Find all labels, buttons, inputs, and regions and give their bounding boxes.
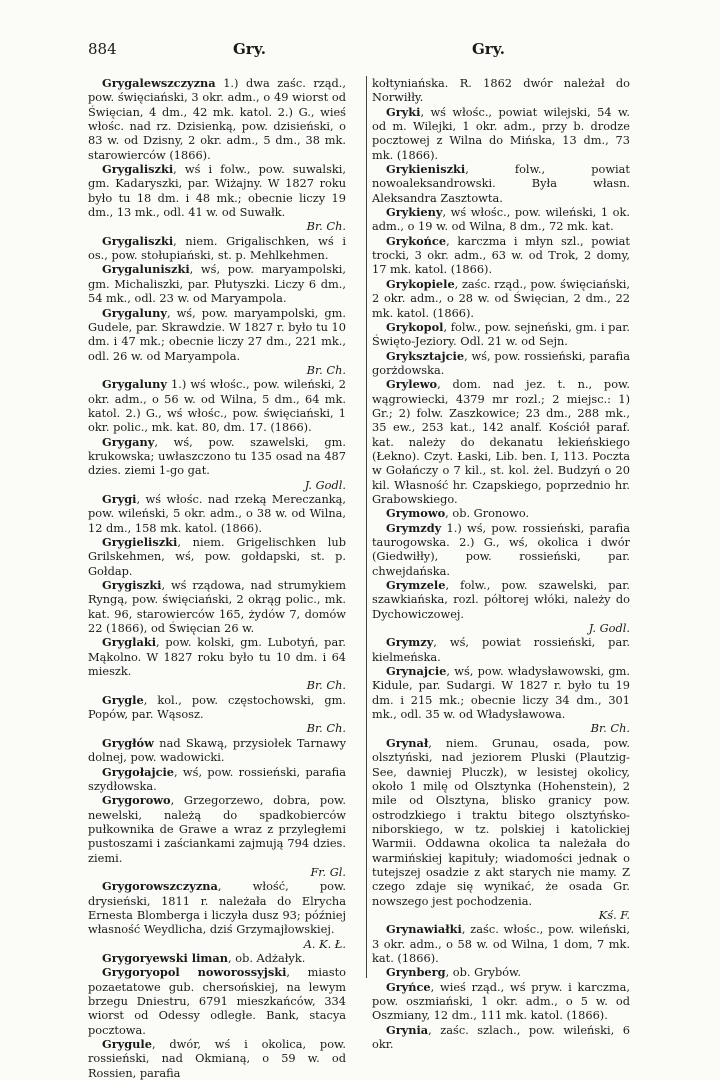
entry-text: , niem. Grigalischken, wś i os., pow. stołupiański, st. p. Mehlkehmen. bbox=[88, 233, 346, 263]
dictionary-entry bbox=[372, 521, 630, 578]
right-column bbox=[372, 76, 630, 1051]
dictionary-entry bbox=[88, 306, 346, 378]
entry-text: , wś rządowa, nad strumykiem Ryngą, pow. święciański, 2 okrąg polic., mk. kat. 96, starowierców 165, żydów 7, domów 22 (1866), od Święcian 26 w. bbox=[88, 578, 346, 636]
entry-headword: Grygorowo bbox=[102, 793, 171, 808]
entry-headword: Grynberg bbox=[386, 965, 446, 980]
entry-text: , folw., pow. sejneński, gm. i par. Święto-Jeziory. Odl. 21 w. od Sejn. bbox=[372, 319, 630, 349]
entry-signature: Fr. Gl. bbox=[310, 864, 346, 879]
entry-text: 1.) dwa zaśc. rząd., pow. święciański, 3 okr. adm., o 49 wiorst od Święcian, 4 dm., 42 mk. katol. 2.) G., wieś włośc. nad rz. Dzisienką, pow. dzisieński, o 83 w. od Dzisny, 2 okr. adm., 5 dm., 38 mk. starowierców (1866). bbox=[88, 76, 346, 162]
dictionary-entry bbox=[372, 965, 630, 979]
entry-headword: Grykieniszki bbox=[386, 162, 466, 177]
dictionary-entry bbox=[88, 262, 346, 305]
entry-headword: Grygle bbox=[102, 692, 144, 707]
dictionary-entry bbox=[88, 162, 346, 234]
entry-signature: Br. Ch. bbox=[306, 219, 346, 234]
entry-text: , niem. Grigelischken lub Grilskehmen, wś, pow. gołdapski, st. p. Gołdap. bbox=[88, 535, 346, 578]
entry-headword: Grykońce bbox=[386, 233, 447, 248]
entry-headword: Gryglaki bbox=[102, 635, 157, 650]
entry-headword: Gryksztajcie bbox=[386, 348, 465, 363]
entry-text: , miasto pozaetatowe gub. chersońskiej, na lewym brzegu Dniestru, 6791 mieszkańców, 334 wiorst od Odessy odległe. Bank, stacya pocztowa. bbox=[88, 965, 346, 1037]
dictionary-entry bbox=[372, 736, 630, 922]
entry-text: , folw., pow. szawelski, par. szawkiańska, rozl. półtorej włóki, należy do Dychowiczowej. bbox=[372, 578, 630, 621]
entry-text: , kol., pow. częstochowski, gm. Popów, par. Wąsosz. bbox=[88, 692, 346, 722]
entry-headword: Grygany bbox=[102, 434, 155, 449]
dictionary-entry bbox=[372, 277, 630, 320]
dictionary-entry bbox=[88, 578, 346, 635]
entry-headword: Grykopiele bbox=[386, 276, 455, 291]
dictionary-entry bbox=[372, 377, 630, 506]
running-head-right: Gry. bbox=[472, 40, 505, 58]
entry-text: , wś włośc., powiat wilejski, 54 w. od m. Wilejki, 1 okr. adm., przy b. drodze pocztowej z Wilna do Mińska, 13 dm., 73 mk. (1866). bbox=[372, 104, 630, 162]
entry-signature: Br. Ch. bbox=[306, 362, 346, 377]
running-head-left: Gry. bbox=[233, 40, 266, 58]
entry-headword: Grygołajcie bbox=[102, 764, 175, 779]
dictionary-entry bbox=[88, 951, 346, 965]
dictionary-entry bbox=[372, 320, 630, 349]
entry-text: , zaśc. rząd., pow. święciański, 2 okr. adm., o 28 w. od Święcian, 2 dm., 22 mk. katol. (1866). bbox=[372, 276, 630, 320]
dictionary-entry bbox=[372, 205, 630, 234]
entry-headword: Grygule bbox=[102, 1037, 152, 1052]
entry-headword: Grynia bbox=[386, 1022, 429, 1037]
entry-signature: A. K. Ł. bbox=[303, 936, 346, 951]
entry-headword: Grymzele bbox=[386, 578, 446, 593]
entry-headword: Grymowo bbox=[386, 506, 446, 521]
dictionary-entry bbox=[372, 349, 630, 378]
dictionary-entry bbox=[88, 693, 346, 736]
entry-text: , wś, pow. szawelski, gm. krukowska; uwłaszczono tu 135 osad na 487 dzies. ziemi 1-go gat. bbox=[88, 434, 346, 478]
entry-text: , wś, pow. rossieński, parafia gorżdowska. bbox=[372, 348, 630, 377]
entry-headword: Gryki bbox=[386, 104, 421, 119]
entry-text: , karczma i młyn szl., powiat trocki, 3 okr. adm., 63 w. od Trok, 2 domy, 17 mk. katol. (1866). bbox=[372, 233, 630, 277]
dictionary-entry bbox=[88, 793, 346, 879]
dictionary-entry bbox=[88, 965, 346, 1037]
entry-headword: Grygaluny bbox=[102, 305, 167, 320]
entry-headword: Grymzy bbox=[386, 635, 434, 650]
entry-text: , ob. Gronowo. bbox=[445, 506, 530, 521]
dictionary-entry bbox=[88, 377, 346, 434]
column-divider bbox=[366, 76, 367, 978]
entry-headword: Grygaliszki bbox=[102, 162, 174, 177]
entry-headword: Grygaliszki bbox=[102, 233, 174, 248]
entry-text: , Grzegorzewo, dobra, pow. newelski, należą do spadkobierców pułkownika de Grawe a wraz z przyległemi pustoszami i zaściankami zajmują 794 dzies. ziemi. bbox=[88, 793, 346, 865]
entry-text: , zaśc. włośc., pow. wileński, 3 okr. adm., o 58 w. od Wilna, 1 dom, 7 mk. kat. (1866). bbox=[372, 922, 630, 965]
entry-text: , niem. Grunau, osada, pow. olsztyński, nad jeziorem Pluski (Plautzig-See, dawniej Pluczk), w lesistej okolicy, około 1 milę od Olsztynka (Hohenstein), 2 mile od Olsztyna, blisko granicy pow. ostrodzkiego i traktu bitego olsztyńsko-niborskiego, w tz. polskiej i katolickiej Warmii. Oddawna okolica ta należała do warmińskiej kapituły; wiadomości jednak o tutejszej osadzie z akt starych nie mamy. Z czego zdaje się wynikać, że osada Gr. nowszego jest pochodzenia. bbox=[372, 735, 630, 908]
entry-text: , ob. Adżałyk. bbox=[228, 950, 306, 965]
entry-signature: Br. Ch. bbox=[590, 721, 630, 736]
dictionary-entry bbox=[372, 980, 630, 1023]
entry-text: , wś, pow. władysławowski, gm. Kidule, par. Sudargi. W 1827 r. było tu 19 dm. i 215 mk.; obecnie liczy 34 dm., 301 mk., odl. 35 w. od Władysławowa. bbox=[372, 664, 630, 722]
entry-text: , pow. kolski, gm. Lubotyń, par. Mąkolno. W 1827 roku było tu 10 dm. i 64 mieszk. bbox=[88, 635, 346, 679]
entry-text: , włość, pow. drysieński, 1811 r. należała do Elrycha Ernesta Blomberga i liczyła dusz 93; później własność Weydlicha, dziś Grzymajłowskiej. bbox=[88, 879, 346, 937]
dictionary-entry bbox=[88, 765, 346, 794]
entry-headword: Grygoryopol noworossyjski bbox=[102, 965, 287, 980]
entry-text: nad Skawą, przysiołek Tarnawy dolnej, pow. wadowicki. bbox=[88, 735, 346, 765]
dictionary-entry bbox=[372, 1023, 630, 1052]
entry-headword: Grynawiałki bbox=[386, 922, 462, 937]
entry-headword: Grygłów bbox=[102, 735, 154, 750]
entry-text: , wś, pow. maryampolski, gm. Gudele, par. Skrawdzie. W 1827 r. było tu 10 dm. i 47 mk.; obecnie liczy 27 dm., 221 mk., odl. 26 w. od Maryampola. bbox=[88, 305, 346, 363]
entry-text: kołtyniańska. R. 1862 dwór należał do Norwiłły. bbox=[372, 76, 630, 105]
dictionary-entry bbox=[88, 234, 346, 263]
entry-headword: Grykopol bbox=[386, 319, 444, 334]
entry-text: 1.) wś włośc., pow. wileński, 2 okr. adm., o 56 w. od Wilna, 5 dm., 64 mk. katol. 2.) G., wś włośc., pow. święciański, 1 okr. polic., mk. kat. 80, dm. 17. (1866). bbox=[88, 377, 346, 435]
entry-text: 1.) wś, pow. rossieński, parafia taurogowska. 2.) G., wś, okolica i dwór (Giedwiłły), pow. rossieński, par. chwejdańska. bbox=[372, 520, 630, 578]
dictionary-entry bbox=[372, 234, 630, 277]
entry-headword: Grygi bbox=[102, 491, 137, 506]
entry-signature: Br. Ch. bbox=[306, 721, 346, 736]
entry-signature: J. Godl. bbox=[588, 621, 630, 636]
entry-text: , wieś rząd., wś pryw. i karczma, pow. oszmiański, 1 okr. adm., o 5 w. od Oszmiany, 12 dm., 111 mk. katol. (1866). bbox=[372, 979, 630, 1023]
entry-text: , folw., powiat nowoaleksandrowski. Była własn. Aleksandra Zasztowta. bbox=[372, 162, 630, 205]
dictionary-entry bbox=[372, 105, 630, 162]
entry-headword: Gryńce bbox=[386, 979, 431, 994]
dictionary-entry bbox=[88, 736, 346, 765]
dictionary-entry bbox=[88, 635, 346, 692]
entry-headword: Grynajcie bbox=[386, 664, 447, 679]
entry-headword: Grymzdy bbox=[386, 520, 442, 535]
entry-headword: Grygaluny bbox=[102, 377, 167, 392]
dictionary-entry bbox=[372, 162, 630, 205]
entry-signature: Kś. F. bbox=[598, 907, 630, 922]
entry-headword: Grygieliszki bbox=[102, 535, 178, 549]
entry-signature: Br. Ch. bbox=[306, 678, 346, 693]
dictionary-entry bbox=[372, 506, 630, 520]
dictionary-entry bbox=[88, 492, 346, 535]
dictionary-entry bbox=[88, 879, 346, 951]
entry-text: , wś, pow. rossieński, parafia szydłowska. bbox=[88, 764, 346, 793]
dictionary-entry bbox=[88, 1037, 346, 1080]
page-number: 884 bbox=[88, 40, 117, 58]
entry-headword: Grykieny bbox=[386, 205, 443, 220]
entry-headword: Grygorowszczyzna bbox=[102, 879, 218, 894]
entry-signature: J. Godl. bbox=[304, 477, 346, 492]
entry-headword: Grygalewszczyzna bbox=[102, 76, 216, 90]
dictionary-entry bbox=[372, 578, 630, 635]
left-column bbox=[88, 76, 346, 1080]
entry-text: , wś włośc. nad rzeką Mereczanką, pow. wileński, 5 okr. adm., o 38 w. od Wilna, 12 dm., 158 mk. katol. (1866). bbox=[88, 491, 346, 535]
dictionary-entry bbox=[372, 635, 630, 664]
entry-text: , wś, powiat rossieński, par. kielmeńska. bbox=[372, 635, 630, 664]
entry-text: , ob. Grybów. bbox=[445, 965, 522, 980]
dictionary-entry bbox=[88, 76, 346, 162]
page-header bbox=[88, 40, 620, 60]
dictionary-entry bbox=[372, 922, 630, 965]
dictionary-entry bbox=[372, 664, 630, 736]
entry-text: , wś włośc., pow. wileński, 1 ok. adm., o 19 w. od Wilna, 8 dm., 72 mk. kat. bbox=[372, 205, 630, 234]
dictionary-entry bbox=[88, 435, 346, 492]
entry-headword: Grygaluniszki bbox=[102, 262, 190, 277]
entry-text: , dom. nad jez. t. n., pow. wągrowiecki, 4379 mr rozl.; 2 miejsc.: 1) Gr.; 2) folw. Zaszkowice; 23 dm., 288 mk., 35 ew., 253 kat., 142 analf. Kościół paraf. kat. należy do dekanatu łekieńskiego (Łekno). Czyt. Łaski, Lib. ben. I, 113. Poczta w Gołańczy o 7 kil., st. kol. żel. Budzyń o 20 kil. Własność hr. Czapskiego, poprzednio hr. Grabowskiego. bbox=[372, 377, 630, 506]
entry-text: , wś, pow. maryampolski, gm. Michaliszki, par. Płutyszki. Liczy 6 dm., 54 mk., odl. 23 w. od Maryampola. bbox=[88, 262, 346, 306]
dictionary-entry bbox=[372, 76, 630, 105]
dictionary-entry bbox=[88, 535, 346, 578]
entry-headword: Grygoryewski liman bbox=[102, 950, 229, 965]
entry-headword: Grygiszki bbox=[102, 578, 162, 593]
entry-text: , zaśc. szlach., pow. wileński, 6 okr. bbox=[372, 1022, 630, 1052]
entry-headword: Grynał bbox=[386, 735, 429, 750]
entry-text: , wś i folw., pow. suwalski, gm. Kadaryszki, par. Wiżajny. W 1827 roku było tu 18 dm. i 48 mk.; obecnie liczy 19 dm., 13 mk., odl. 41 w. od Suwałk. bbox=[88, 162, 346, 220]
entry-text: , dwór, wś i okolica, pow. rossieński, nad Okmianą, o 59 w. od Rossien, parafia bbox=[88, 1037, 346, 1080]
entry-headword: Grylewo bbox=[386, 377, 438, 392]
